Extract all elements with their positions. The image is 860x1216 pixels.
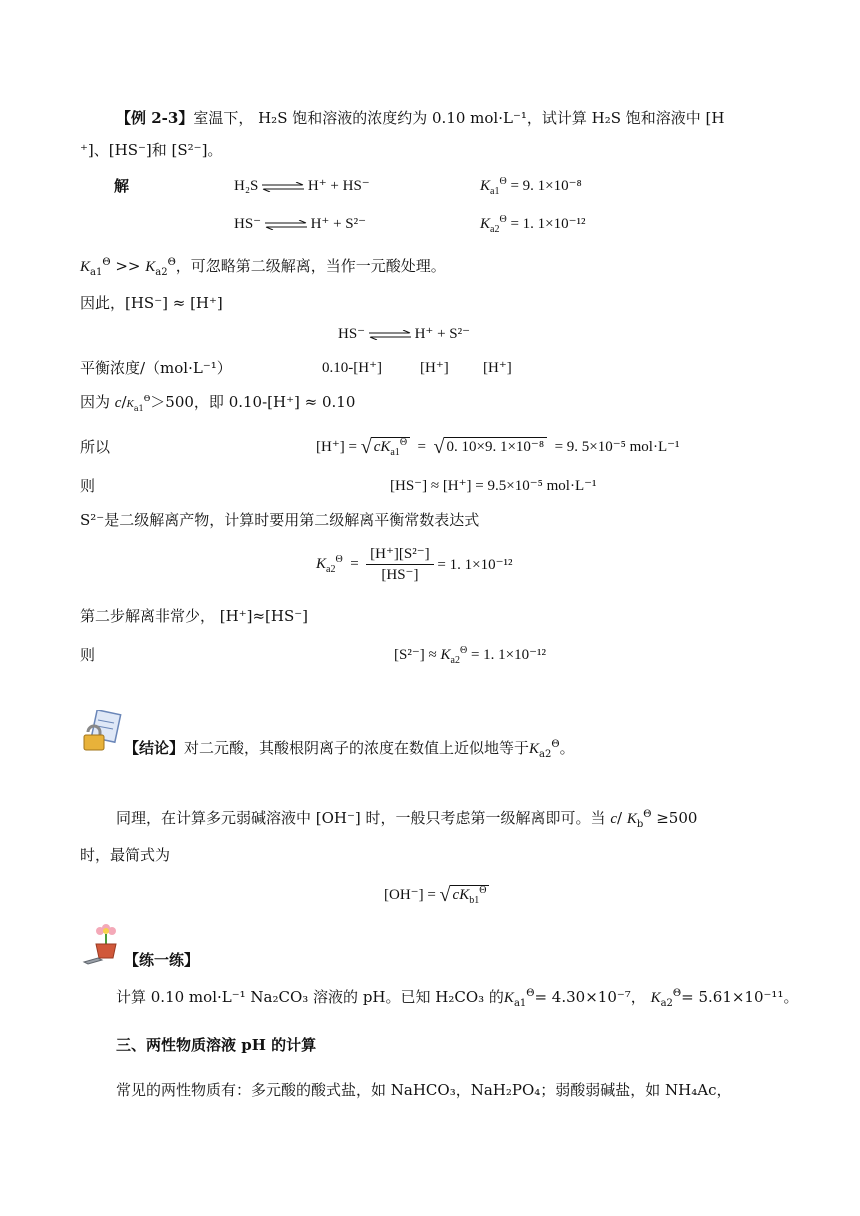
ka2-value: $K_{a2}^\Theta = 1$. 1×10⁻¹² [480, 214, 586, 235]
practice-line: 计算 0.10 mol·L⁻¹ Na₂CO₃ 溶液的 pH。已知 H₂CO₃ 的$K_{a1}^\Theta= 4.30\times 10^{-7}$， $K_{a2}^\Theta= 5.61\times 10^{-11}$。 [116, 988, 799, 1009]
sqrt-icon: √ [360, 436, 372, 458]
equation-1: H₂S H⁺ + HS⁻ [234, 178, 370, 194]
so-equation: [H⁺] = √ $cK_{a1}^\Theta$ = √ 0. 10×9. 1×10⁻⁸ = 9. 5×10⁻⁵ mol·L⁻¹ [316, 436, 680, 458]
example-tag: 【例 2-3】 [116, 109, 194, 127]
flower-pot-icon [82, 920, 126, 966]
example-line-1 [116, 108, 725, 128]
equilibrium-arrow-icon [369, 330, 411, 340]
then-label-1: 则 [80, 477, 96, 495]
solution-label: 解 [114, 177, 130, 195]
sqrt-icon: √ [439, 884, 451, 906]
section-title: 三、两性物质溶液 pH 的计算 [116, 1036, 317, 1054]
then-equation-1: [HS⁻] ≈ [H⁺] = 9.5×10⁻⁵ mol·L⁻¹ [390, 478, 597, 494]
equilibrium-c1: 0.10-[H⁺] [322, 360, 382, 376]
sqrt-icon: √ [433, 436, 445, 458]
example-line-2: ⁺]、[HS⁻]和 [S²⁻]。 [80, 141, 223, 159]
last-paragraph: 常见的两性物质有：多元酸的酸式盐，如 NaHCO₃，NaH₂PO₄；弱酸弱碱盐，如 NH₄Ac， [116, 1081, 732, 1099]
s2-line: S²⁻是二级解离产物，计算时要用第二级解离平衡常数表达式 [80, 511, 480, 529]
equilibrium-arrow-icon [262, 182, 304, 192]
then-label-2: 则 [80, 646, 96, 664]
equilibrium-c3: [H⁺] [483, 360, 512, 376]
oh-equation: [OH⁻] = √ $cK_{b1}^\Theta$ [384, 885, 489, 905]
because-line: 因为 $c/K_{a1}^\Theta>500$，即 0.10-[H⁺] ≈ 0.10 [80, 393, 356, 413]
conclusion-line: 【结论】对二元酸，其酸根阴离子的浓度在数值上近似地等于$K_{a2}^\Theta$。 [124, 739, 575, 760]
base-para-line-2: 时，最简式为 [80, 846, 171, 864]
lock-note-icon [80, 710, 122, 752]
ka1-value: $K_{a1}^\Theta = 9$. 1×10⁻⁸ [480, 176, 582, 197]
ka-compare-line: $K_{a1}^\Theta >> K_{a2}^\Theta$，可忽略第二级解离，当作一元酸处理。 [80, 257, 446, 278]
equilibrium-c2: [H⁺] [420, 360, 449, 376]
practice-tag: 【练一练】 [124, 951, 200, 969]
ka2-fraction-equation: $K_{a2}^\Theta$ = $\frac{\text{[H⁺][S²⁻]}}{[HS^-]}$ = 1. 1×10⁻¹² [316, 546, 513, 583]
second-step-line: 第二步解离非常少， [H⁺]≈[HS⁻] [80, 607, 309, 625]
conclusion-tag: 【结论】 [124, 739, 185, 757]
equation-3: HS⁻ H⁺ + S²⁻ [338, 326, 471, 342]
equation-2: HS⁻ H⁺ + S²⁻ [234, 216, 367, 232]
therefore-line: 因此，[HS⁻] ≈ [H⁺] [80, 294, 223, 312]
example-text: 室温下， H₂S 饱和溶液的浓度约为 0.10 mol·L⁻¹，试计算 H₂S 饱和溶液中 [H [193, 109, 725, 127]
equilibrium-label: 平衡浓度/（mol·L⁻¹） [80, 359, 232, 377]
base-para-line-1: 同理，在计算多元弱碱溶液中 [OH⁻] 时，一般只考虑第一级解离即可。当 c/ $K_b^\Theta \ge 500$ [116, 809, 698, 830]
then-equation-2: $[S^{2-}] \approx K_{a2}^\Theta = 1$. 1×10⁻¹² [394, 645, 547, 666]
equilibrium-arrow-icon [265, 220, 307, 230]
so-label: 所以 [80, 438, 111, 456]
